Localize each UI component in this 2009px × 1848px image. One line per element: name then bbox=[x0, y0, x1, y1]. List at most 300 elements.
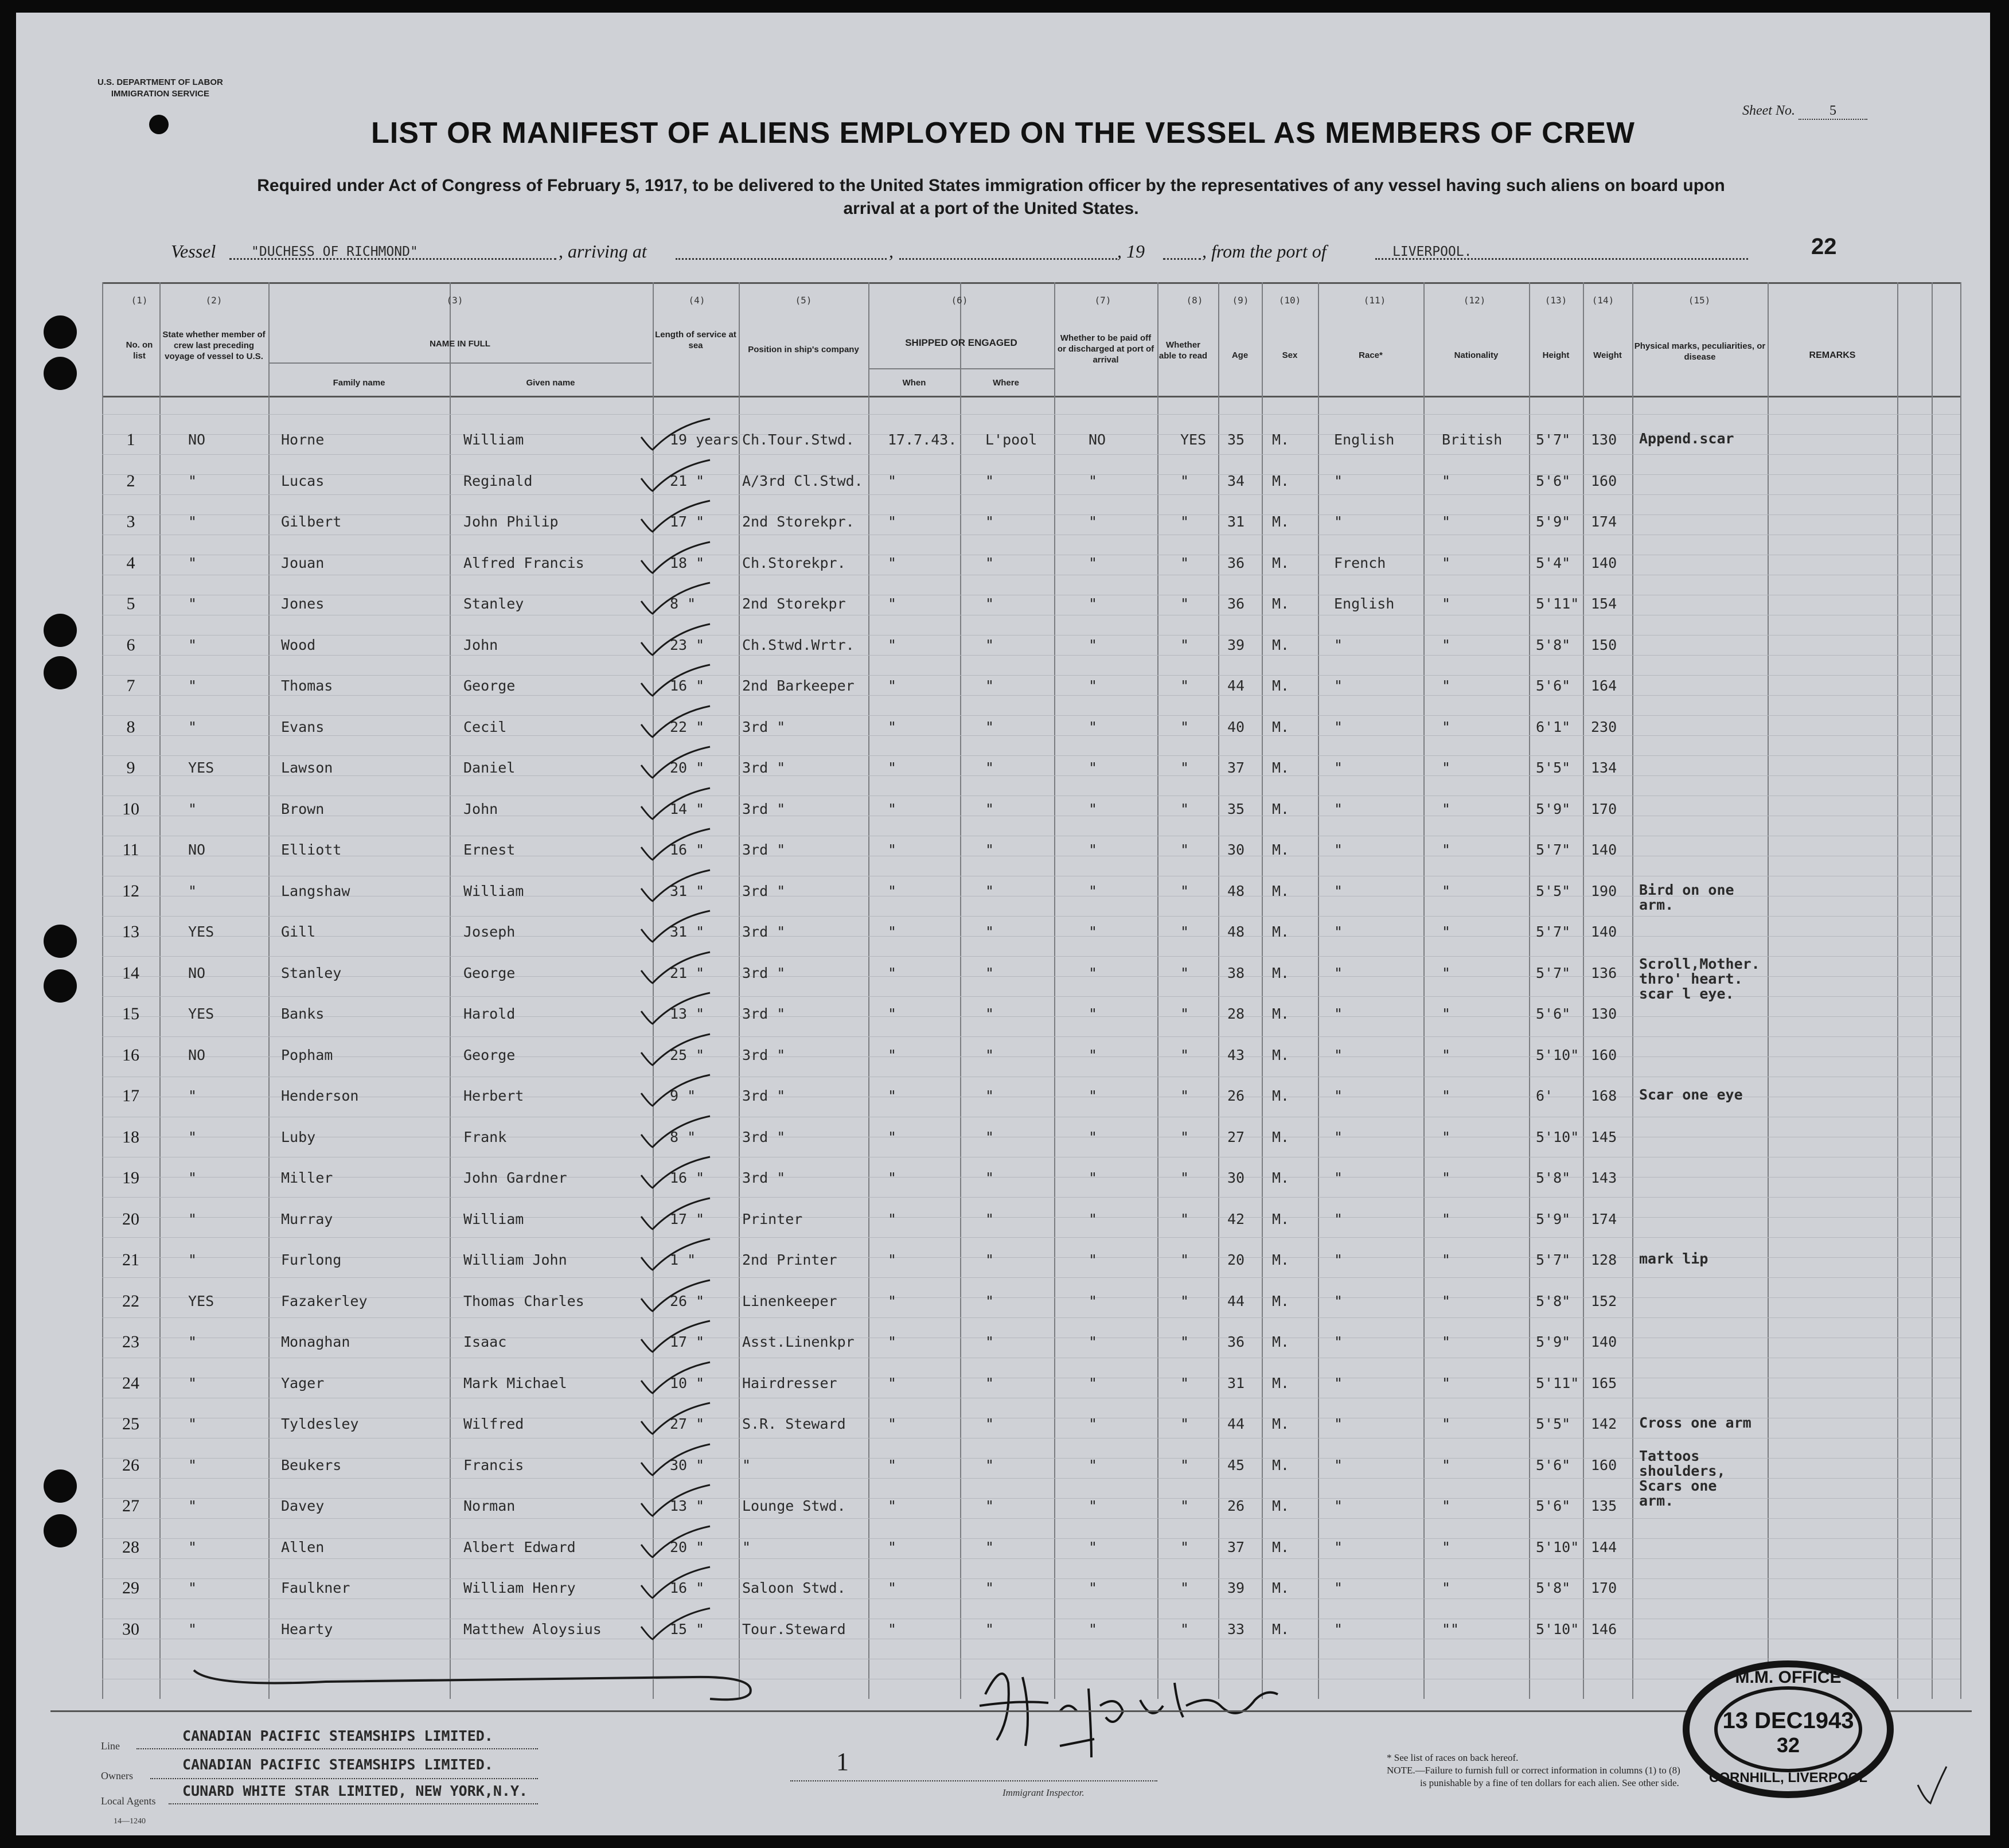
from-port-label: , from the port of bbox=[1202, 241, 1327, 262]
given-name-cell: George bbox=[463, 964, 516, 981]
owners-value: CANADIAN PACIFIC STEAMSHIPS LIMITED. bbox=[182, 1756, 493, 1773]
age-cell: 20 bbox=[1227, 1252, 1245, 1268]
row-number: 21 bbox=[122, 1250, 139, 1269]
row-number: 5 bbox=[126, 594, 135, 613]
shipped-where-cell: " bbox=[985, 1538, 994, 1555]
nationality-cell: " bbox=[1442, 1046, 1451, 1063]
row-number: 26 bbox=[122, 1455, 139, 1475]
prev-voyage-cell: NO bbox=[188, 431, 206, 448]
binder-hole bbox=[44, 357, 77, 390]
col-number: (12) bbox=[1463, 295, 1486, 306]
ruled-line bbox=[102, 735, 1960, 736]
ruled-line bbox=[102, 655, 1960, 656]
shipped-where-cell: " bbox=[985, 1416, 994, 1432]
height-cell: 6'1" bbox=[1536, 718, 1571, 735]
race-cell: " bbox=[1334, 759, 1343, 776]
able-to-read-cell: YES bbox=[1180, 431, 1207, 448]
sex-cell: M. bbox=[1272, 1252, 1290, 1268]
age-cell: 26 bbox=[1227, 1498, 1245, 1514]
family-name-cell: Horne bbox=[281, 431, 325, 448]
ship-position-cell: Ch.Stwd.Wrtr. bbox=[742, 636, 855, 653]
header-position: Position in ship's company bbox=[748, 345, 859, 354]
able-to-read-cell: " bbox=[1180, 1456, 1189, 1473]
length-of-service-cell: 26 " bbox=[670, 1292, 705, 1309]
length-of-service-cell: 16 " bbox=[670, 677, 705, 694]
given-name-cell: Matthew Aloysius bbox=[463, 1620, 602, 1638]
race-cell: " bbox=[1334, 1252, 1343, 1268]
age-cell: 36 bbox=[1227, 1334, 1245, 1350]
shipped-when-cell: " bbox=[888, 1210, 897, 1227]
physical-marks-cell: Bird on one arm. bbox=[1639, 881, 1734, 913]
family-name-cell: Brown bbox=[281, 800, 325, 817]
prev-voyage-cell: " bbox=[188, 472, 197, 489]
height-cell: 5'6" bbox=[1536, 1456, 1571, 1473]
header-weight: Weight bbox=[1593, 350, 1622, 360]
nationality-cell: " bbox=[1442, 1252, 1451, 1268]
family-name-cell: Allen bbox=[281, 1538, 325, 1555]
shipped-where-cell: " bbox=[985, 1620, 994, 1638]
weight-cell: 190 bbox=[1591, 882, 1617, 899]
tick-mark bbox=[635, 783, 716, 824]
given-name-cell: Cecil bbox=[463, 718, 507, 735]
age-cell: 43 bbox=[1227, 1046, 1245, 1063]
family-name-cell: Jouan bbox=[281, 554, 325, 571]
ruled-line bbox=[102, 474, 1960, 475]
weight-cell: 170 bbox=[1591, 800, 1617, 817]
height-cell: 5'6" bbox=[1536, 1498, 1571, 1514]
row-number: 18 bbox=[122, 1127, 139, 1147]
height-cell: 5'6" bbox=[1536, 1005, 1571, 1022]
nationality-cell: " bbox=[1442, 1169, 1451, 1186]
agents-value: CUNARD WHITE STAR LIMITED, NEW YORK,N.Y. bbox=[182, 1783, 528, 1799]
ruled-line bbox=[102, 1558, 1960, 1559]
family-name-cell: Lucas bbox=[281, 472, 325, 489]
race-cell: " bbox=[1334, 677, 1343, 694]
header-sex: Sex bbox=[1282, 350, 1298, 360]
binder-hole bbox=[44, 969, 77, 1003]
paid-off-cell: " bbox=[1089, 1374, 1098, 1391]
weight-cell: 165 bbox=[1591, 1374, 1617, 1391]
header-age: Age bbox=[1231, 350, 1249, 360]
paid-off-cell: " bbox=[1089, 554, 1098, 571]
paid-off-cell: " bbox=[1089, 1046, 1098, 1063]
sheet-label: Sheet No. bbox=[1742, 103, 1795, 118]
height-cell: 5'7" bbox=[1536, 841, 1571, 858]
stamp-date: 13 DEC1943 bbox=[1722, 1708, 1854, 1733]
ruled-line bbox=[102, 1036, 1960, 1037]
able-to-read-cell: " bbox=[1180, 1416, 1189, 1432]
ship-position-cell: 3rd " bbox=[742, 1005, 786, 1022]
form-number: 14—1240 bbox=[114, 1817, 146, 1826]
prev-voyage-cell: YES bbox=[188, 923, 214, 940]
age-cell: 37 bbox=[1227, 1538, 1245, 1555]
race-cell: " bbox=[1334, 1620, 1343, 1638]
length-of-service-cell: 14 " bbox=[670, 800, 705, 817]
tick-mark bbox=[635, 1358, 716, 1398]
header-when: When bbox=[902, 378, 926, 388]
sex-cell: M. bbox=[1272, 1128, 1290, 1145]
shipped-where-cell: " bbox=[985, 472, 994, 489]
ship-position-cell: Tour.Steward bbox=[742, 1620, 846, 1638]
subheader-divider bbox=[869, 368, 1054, 369]
weight-cell: 140 bbox=[1591, 1334, 1617, 1350]
ruled-line bbox=[102, 695, 1960, 696]
length-of-service-cell: 19 years bbox=[670, 431, 739, 448]
sex-cell: M. bbox=[1272, 1005, 1290, 1022]
family-name-cell: Wood bbox=[281, 636, 316, 653]
family-name-cell: Miller bbox=[281, 1169, 333, 1186]
paid-off-cell: " bbox=[1089, 1416, 1098, 1432]
length-of-service-cell: 8 " bbox=[670, 595, 696, 612]
tick-mark bbox=[635, 414, 716, 454]
tick-mark bbox=[635, 1070, 716, 1110]
age-cell: 26 bbox=[1227, 1087, 1245, 1104]
length-of-service-cell: 21 " bbox=[670, 964, 705, 981]
able-to-read-cell: " bbox=[1180, 1252, 1189, 1268]
age-cell: 45 bbox=[1227, 1456, 1245, 1473]
header-family-name: Family name bbox=[333, 378, 385, 388]
row-number: 29 bbox=[122, 1578, 139, 1597]
vessel-name: "DUCHESS OF RICHMOND" bbox=[251, 244, 418, 259]
race-cell: " bbox=[1334, 1580, 1343, 1596]
prev-voyage-cell: NO bbox=[188, 1046, 206, 1063]
able-to-read-cell: " bbox=[1180, 1046, 1189, 1063]
penalty-note: is punishable by a fine of ten dollars for each alien. See other side. bbox=[1420, 1777, 1679, 1788]
nationality-cell: " bbox=[1442, 1128, 1451, 1145]
shipped-when-cell: " bbox=[888, 1416, 897, 1432]
race-cell: English bbox=[1334, 431, 1395, 448]
shipped-when-cell: " bbox=[888, 923, 897, 940]
shipped-where-cell: " bbox=[985, 964, 994, 981]
sex-cell: M. bbox=[1272, 1046, 1290, 1063]
prev-voyage-cell: NO bbox=[188, 841, 206, 858]
shipped-when-cell: " bbox=[888, 1046, 897, 1063]
prev-voyage-cell: " bbox=[188, 718, 197, 735]
row-number: 23 bbox=[122, 1332, 139, 1351]
family-name-cell: Thomas bbox=[281, 677, 333, 694]
ship-position-cell: " bbox=[742, 1456, 751, 1473]
given-name-cell: Mark Michael bbox=[463, 1374, 567, 1391]
age-cell: 30 bbox=[1227, 1169, 1245, 1186]
given-name-cell: George bbox=[463, 1046, 516, 1063]
shipped-when-cell: " bbox=[888, 964, 897, 981]
age-cell: 35 bbox=[1227, 800, 1245, 817]
header-remarks: REMARKS bbox=[1809, 350, 1856, 360]
weight-cell: 168 bbox=[1591, 1087, 1617, 1104]
header-no-on-list: No. on list bbox=[126, 340, 153, 361]
paid-off-cell: " bbox=[1089, 964, 1098, 981]
prev-voyage-cell: " bbox=[188, 1087, 197, 1104]
weight-cell: 140 bbox=[1591, 554, 1617, 571]
height-cell: 5'4" bbox=[1536, 554, 1571, 571]
paid-off-cell: " bbox=[1089, 513, 1098, 530]
age-cell: 44 bbox=[1227, 677, 1245, 694]
height-cell: 5'8" bbox=[1536, 1580, 1571, 1596]
shipped-when-cell: " bbox=[888, 677, 897, 694]
weight-cell: 130 bbox=[1591, 431, 1617, 448]
physical-marks-cell: Append.scar bbox=[1639, 430, 1734, 447]
nationality-cell: " bbox=[1442, 472, 1451, 489]
age-cell: 34 bbox=[1227, 472, 1245, 489]
sex-cell: M. bbox=[1272, 1087, 1290, 1104]
ship-position-cell: 3rd " bbox=[742, 1087, 786, 1104]
stamp-top: M.M. OFFICE bbox=[1735, 1668, 1842, 1687]
col-number: (5) bbox=[795, 295, 812, 306]
age-cell: 36 bbox=[1227, 554, 1245, 571]
nationality-cell: " bbox=[1442, 1374, 1451, 1391]
tick-mark bbox=[635, 1276, 716, 1316]
prev-voyage-cell: YES bbox=[188, 1292, 214, 1309]
age-cell: 27 bbox=[1227, 1128, 1245, 1145]
family-name-cell: Luby bbox=[281, 1128, 316, 1145]
shipped-where-cell: " bbox=[985, 1252, 994, 1268]
shipped-when-cell: 17.7.43. bbox=[888, 431, 957, 448]
given-name-cell: John bbox=[463, 636, 498, 653]
subtitle-line: arrival at a port of the United States. bbox=[843, 199, 1139, 218]
shipped-where-cell: " bbox=[985, 1005, 994, 1022]
column-divider bbox=[1960, 282, 1961, 1699]
agents-label: Local Agents bbox=[101, 1795, 156, 1807]
age-cell: 48 bbox=[1227, 882, 1245, 899]
length-of-service-cell: 25 " bbox=[670, 1046, 705, 1063]
sex-cell: M. bbox=[1272, 1169, 1290, 1186]
binder-hole bbox=[44, 614, 77, 647]
able-to-read-cell: " bbox=[1180, 1169, 1189, 1186]
nationality-cell: " bbox=[1442, 1580, 1451, 1596]
tick-mark bbox=[635, 988, 716, 1028]
ruled-line bbox=[102, 635, 1960, 636]
given-name-cell: George bbox=[463, 677, 516, 694]
nationality-cell: " bbox=[1442, 636, 1451, 653]
shipped-where-cell: " bbox=[985, 1456, 994, 1473]
family-name-cell: Murray bbox=[281, 1210, 333, 1227]
physical-marks-cell: mark lip bbox=[1639, 1250, 1708, 1267]
shipped-where-cell: " bbox=[985, 677, 994, 694]
weight-cell: 160 bbox=[1591, 1456, 1617, 1473]
ship-position-cell: 3rd " bbox=[742, 800, 786, 817]
weight-cell: 146 bbox=[1591, 1620, 1617, 1638]
stamp-number: 32 bbox=[1776, 1733, 1800, 1757]
ship-position-cell: Hairdresser bbox=[742, 1374, 837, 1391]
tick-mark bbox=[635, 496, 716, 536]
shipped-where-cell: " bbox=[985, 1374, 994, 1391]
nationality-cell: " bbox=[1442, 595, 1451, 612]
paid-off-cell: " bbox=[1089, 718, 1098, 735]
shipped-when-cell: " bbox=[888, 636, 897, 653]
able-to-read-cell: " bbox=[1180, 759, 1189, 776]
row-number: 3 bbox=[126, 512, 135, 531]
page-number: 22 bbox=[1811, 234, 1837, 259]
ship-position-cell: 2nd Printer bbox=[742, 1252, 837, 1268]
able-to-read-cell: " bbox=[1180, 513, 1189, 530]
subtitle-line: Required under Act of Congress of February 5, 1917, to be delivered to the United States immigration officer by the representatives of any vessel having such aliens on board upon bbox=[257, 176, 1725, 195]
height-cell: 5'5" bbox=[1536, 1416, 1571, 1432]
ship-position-cell: 3rd " bbox=[742, 759, 786, 776]
able-to-read-cell: " bbox=[1180, 1128, 1189, 1145]
height-cell: 6' bbox=[1536, 1087, 1554, 1104]
sex-cell: M. bbox=[1272, 841, 1290, 858]
height-cell: 5'9" bbox=[1536, 513, 1571, 530]
length-of-service-cell: 31 " bbox=[670, 882, 705, 899]
tick-mark bbox=[635, 1152, 716, 1192]
ship-position-cell: Lounge Stwd. bbox=[742, 1498, 846, 1514]
given-name-cell: Joseph bbox=[463, 923, 516, 940]
weight-cell: 143 bbox=[1591, 1169, 1617, 1186]
sex-cell: M. bbox=[1272, 759, 1290, 776]
weight-cell: 136 bbox=[1591, 964, 1617, 981]
sex-cell: M. bbox=[1272, 1334, 1290, 1350]
height-cell: 5'11" bbox=[1536, 595, 1579, 612]
col-number: (4) bbox=[688, 295, 705, 306]
ship-position-cell: Saloon Stwd. bbox=[742, 1580, 846, 1596]
shipped-when-cell: " bbox=[888, 718, 897, 735]
height-cell: 5'8" bbox=[1536, 1292, 1571, 1309]
given-name-cell: Isaac bbox=[463, 1334, 507, 1350]
ruled-line bbox=[102, 1518, 1960, 1519]
paid-off-cell: " bbox=[1089, 1169, 1098, 1186]
nationality-cell: "" bbox=[1442, 1620, 1460, 1638]
ship-position-cell: 3rd " bbox=[742, 1169, 786, 1186]
nationality-cell: " bbox=[1442, 1334, 1451, 1350]
height-cell: 5'9" bbox=[1536, 800, 1571, 817]
ruled-line bbox=[102, 1538, 1960, 1539]
tick-mark bbox=[635, 865, 716, 906]
sex-cell: M. bbox=[1272, 923, 1290, 940]
length-of-service-cell: 17 " bbox=[670, 513, 705, 530]
age-cell: 30 bbox=[1227, 841, 1245, 858]
family-name-cell: Fazakerley bbox=[281, 1292, 368, 1309]
sex-cell: M. bbox=[1272, 1416, 1290, 1432]
ruled-line bbox=[102, 1237, 1960, 1238]
ruled-line bbox=[102, 1016, 1960, 1017]
physical-marks-cell: Scar one eye bbox=[1639, 1086, 1743, 1103]
ship-position-cell: Printer bbox=[742, 1210, 803, 1227]
sex-cell: M. bbox=[1272, 718, 1290, 735]
ship-position-cell: 2nd Barkeeper bbox=[742, 677, 855, 694]
shipped-where-cell: " bbox=[985, 1210, 994, 1227]
weight-cell: 174 bbox=[1591, 513, 1617, 530]
paid-off-cell: " bbox=[1089, 1620, 1098, 1638]
paid-off-cell: " bbox=[1089, 800, 1098, 817]
length-of-service-cell: 18 " bbox=[670, 554, 705, 571]
row-number: 16 bbox=[122, 1045, 139, 1065]
end-of-list-line bbox=[177, 1647, 779, 1705]
able-to-read-cell: " bbox=[1180, 1538, 1189, 1555]
given-name-cell: Thomas Charles bbox=[463, 1292, 584, 1309]
weight-cell: 170 bbox=[1591, 1580, 1617, 1596]
row-number: 6 bbox=[126, 635, 135, 654]
col-number: (13) bbox=[1544, 295, 1567, 306]
age-cell: 31 bbox=[1227, 1374, 1245, 1391]
paid-off-cell: " bbox=[1089, 1252, 1098, 1268]
length-of-service-cell: 20 " bbox=[670, 1538, 705, 1555]
sex-cell: M. bbox=[1272, 1374, 1290, 1391]
sex-cell: M. bbox=[1272, 800, 1290, 817]
nationality-cell: " bbox=[1442, 718, 1451, 735]
row-number: 17 bbox=[122, 1086, 139, 1105]
nationality-cell: " bbox=[1442, 759, 1451, 776]
physical-marks-cell: Scroll,Mother. thro' heart. scar l eye. bbox=[1639, 955, 1760, 1002]
shipped-when-cell: " bbox=[888, 513, 897, 530]
prev-voyage-cell: YES bbox=[188, 759, 214, 776]
race-cell: " bbox=[1334, 1210, 1343, 1227]
shipped-when-cell: " bbox=[888, 1087, 897, 1104]
family-name-cell: Tyldesley bbox=[281, 1416, 359, 1432]
nationality-cell: " bbox=[1442, 923, 1451, 940]
length-of-service-cell: 17 " bbox=[670, 1334, 705, 1350]
ship-position-cell: 2nd Storekpr bbox=[742, 595, 846, 612]
port-name: LIVERPOOL. bbox=[1392, 244, 1472, 259]
year-label: , 19 bbox=[1117, 241, 1145, 262]
sex-cell: M. bbox=[1272, 1292, 1290, 1309]
sex-cell: M. bbox=[1272, 1620, 1290, 1638]
ship-position-cell: Asst.Linenkpr bbox=[742, 1334, 855, 1350]
able-to-read-cell: " bbox=[1180, 1210, 1189, 1227]
service-name: IMMIGRATION SERVICE bbox=[111, 89, 209, 99]
sex-cell: M. bbox=[1272, 554, 1290, 571]
row-number: 14 bbox=[122, 963, 139, 983]
sex-cell: M. bbox=[1272, 472, 1290, 489]
header-given-name: Given name bbox=[526, 378, 575, 388]
header-where: Where bbox=[993, 378, 1019, 388]
paid-off-cell: " bbox=[1089, 1456, 1098, 1473]
weight-cell: 160 bbox=[1591, 472, 1617, 489]
row-number: 2 bbox=[126, 471, 135, 490]
given-name-cell: Harold bbox=[463, 1005, 516, 1022]
able-to-read-cell: " bbox=[1180, 1005, 1189, 1022]
paid-off-cell: " bbox=[1089, 1128, 1098, 1145]
age-cell: 44 bbox=[1227, 1416, 1245, 1432]
sex-cell: M. bbox=[1272, 513, 1290, 530]
age-cell: 37 bbox=[1227, 759, 1245, 776]
age-cell: 31 bbox=[1227, 513, 1245, 530]
shipped-where-cell: " bbox=[985, 1334, 994, 1350]
row-number: 7 bbox=[126, 676, 135, 695]
height-cell: 5'6" bbox=[1536, 677, 1571, 694]
ruled-line bbox=[102, 494, 1960, 495]
shipped-where-cell: " bbox=[985, 1580, 994, 1596]
height-cell: 5'6" bbox=[1536, 472, 1571, 489]
race-cell: " bbox=[1334, 1128, 1343, 1145]
age-cell: 33 bbox=[1227, 1620, 1245, 1638]
race-cell: " bbox=[1334, 964, 1343, 981]
able-to-read-cell: " bbox=[1180, 1498, 1189, 1514]
inspector-mark: 1 bbox=[836, 1748, 849, 1776]
tick-mark bbox=[635, 1234, 716, 1274]
length-of-service-cell: 10 " bbox=[670, 1374, 705, 1391]
given-name-cell: Alfred Francis bbox=[463, 554, 584, 571]
ruled-line bbox=[102, 715, 1960, 716]
ship-position-cell: S.R. Steward bbox=[742, 1416, 846, 1432]
given-name-cell: William Henry bbox=[463, 1580, 576, 1596]
ship-position-cell: Linenkeeper bbox=[742, 1292, 837, 1309]
tick-mark bbox=[635, 537, 716, 578]
sex-cell: M. bbox=[1272, 1456, 1290, 1473]
row-number: 20 bbox=[122, 1209, 139, 1229]
age-cell: 42 bbox=[1227, 1210, 1245, 1227]
weight-cell: 134 bbox=[1591, 759, 1617, 776]
race-cell: " bbox=[1334, 1046, 1343, 1063]
family-name-cell: Davey bbox=[281, 1498, 325, 1514]
family-name-cell: Henderson bbox=[281, 1087, 359, 1104]
check-mark bbox=[1914, 1762, 1949, 1808]
height-cell: 5'11" bbox=[1536, 1374, 1579, 1391]
col-number: (8) bbox=[1186, 295, 1203, 306]
family-name-cell: Popham bbox=[281, 1046, 333, 1063]
tick-mark bbox=[635, 660, 716, 700]
race-cell: " bbox=[1334, 472, 1343, 489]
able-to-read-cell: " bbox=[1180, 882, 1189, 899]
